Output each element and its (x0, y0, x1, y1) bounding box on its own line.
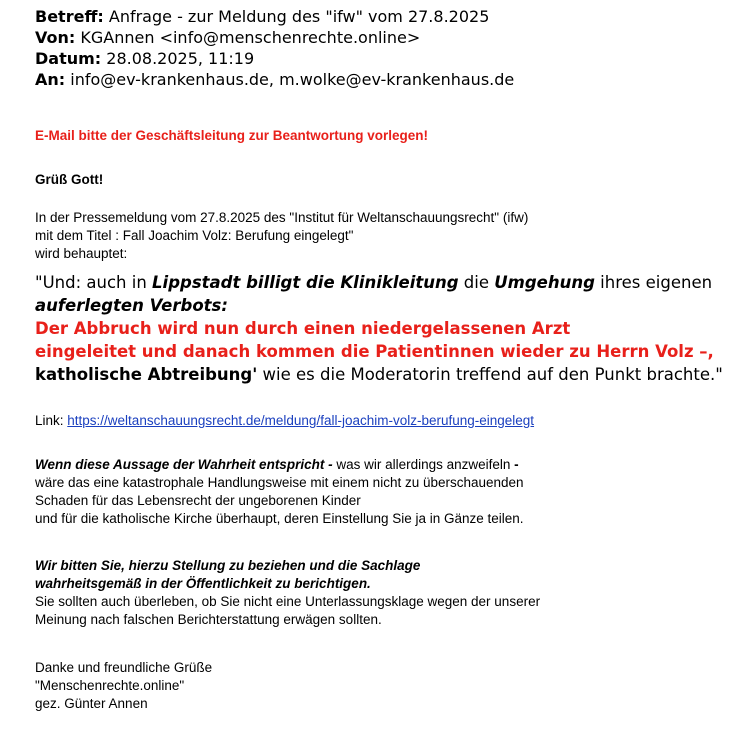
link-line (35, 412, 534, 430)
intro-paragraph (35, 209, 528, 263)
date-line (35, 48, 514, 69)
greeting: Grüß Gott! (35, 172, 104, 187)
intro-line: mit dem Titel : Fall Joachim Volz: Berufung eingelegt" (35, 228, 354, 243)
article-link[interactable]: https://weltanschauungsrecht.de/meldung/fall-joachim-volz-berufung-eingelegt (67, 413, 535, 428)
to-line (35, 69, 514, 90)
paragraph-line: Meinung nach falschen Berichterstattung erwägen sollten. (35, 612, 382, 627)
quote-line: auferlegten Verbots: (35, 296, 228, 315)
paragraph-line: Schaden für das Lebensrecht der ungeborenen Kinder (35, 493, 361, 508)
subject-label: Betreff: (35, 7, 104, 26)
paragraph-line (35, 456, 524, 474)
signature: gez. Günter Annen (35, 696, 148, 711)
notice-text: E-Mail bitte der Geschäftsleitung zur Beantwortung vorlegen! (35, 128, 429, 143)
email-header (35, 6, 514, 90)
quote-emphasis: katholische Abtreibung' (35, 365, 258, 384)
quote-line (35, 363, 723, 386)
date-label: Datum: (35, 49, 102, 68)
paragraph-request (35, 557, 540, 629)
paragraph-line: wäre das eine katastrophale Handlungsweise mit einem nicht zu überschauenden (35, 475, 524, 490)
to-value: info@ev-krankenhaus.de, m.wolke@ev-krankenhaus.de (65, 70, 515, 89)
quote-line-red: eingeleitet und danach kommen die Patientinnen wieder zu Herrn Volz –, (35, 342, 714, 361)
quote-text: ihres eigenen (594, 273, 713, 292)
paragraph-line: wahrheitsgemäß in der Öffentlichkeit zu berichtigen. (35, 576, 371, 591)
to-label: An: (35, 70, 66, 89)
intro-line: In der Pressemeldung vom 27.8.2025 des "Institut für Weltanschauungsrecht" (ifw) (35, 210, 529, 225)
paragraph-line: und für die katholische Kirche überhaupt, deren Einstellung Sie ja in Gänze teilen. (35, 511, 524, 526)
from-value: KGAnnen <info@menschenrechte.online> (75, 28, 421, 47)
quote-line (35, 271, 723, 294)
from-label: Von: (35, 28, 76, 47)
intro-line: wird behauptet: (35, 246, 128, 261)
emphasis-text: Wenn diese Aussage der Wahrheit entspricht - (35, 457, 333, 472)
from-line (35, 27, 514, 48)
paragraph-assessment (35, 456, 524, 528)
paragraph-text: - (514, 457, 519, 472)
paragraph-text: was wir allerdings anzweifeln (332, 457, 515, 472)
paragraph-line: Sie sollten auch überleben, ob Sie nicht eine Unterlassungsklage wegen der unserer (35, 594, 541, 609)
quote-line-red: Der Abbruch wird nun durch einen niedergelassenen Arzt (35, 319, 571, 338)
quote-text: wie es die Moderatorin treffend auf den Punkt brachte." (257, 365, 723, 384)
closing-line: Danke und freundliche Grüße (35, 660, 213, 675)
paragraph-line: Wir bitten Sie, hierzu Stellung zu beziehen und die Sachlage (35, 558, 421, 573)
closing-line: "Menschenrechte.online" (35, 678, 185, 693)
subject-value: Anfrage - zur Meldung des "ifw" vom 27.8.2025 (103, 7, 490, 26)
quote-block (35, 271, 723, 386)
link-label: Link: (35, 413, 68, 428)
subject-line (35, 6, 514, 27)
quote-emphasis: Lippstadt billigt die Klinikleitung (152, 273, 459, 292)
quote-text: "Und: auch in (35, 273, 153, 292)
quote-emphasis: Umgehung (494, 273, 595, 292)
closing-block (35, 659, 212, 713)
quote-text: die (458, 273, 495, 292)
date-value: 28.08.2025, 11:19 (101, 49, 255, 68)
